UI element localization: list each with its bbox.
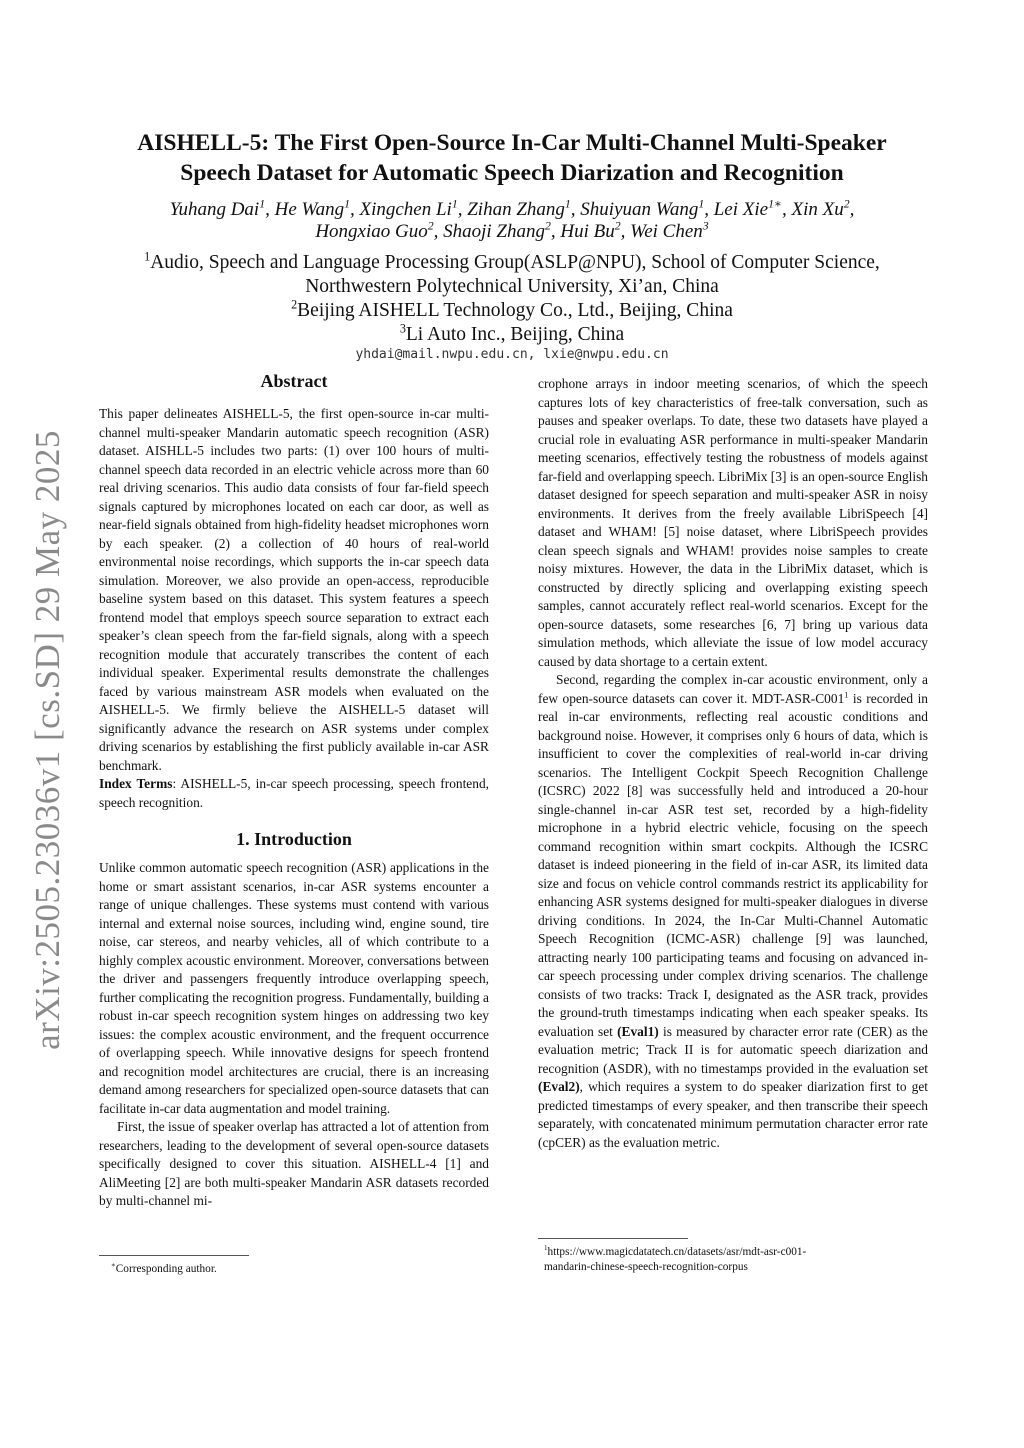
corresponding-author-footnote: ∗Corresponding author. <box>111 1261 217 1275</box>
intro-paragraph-2-continued: crophone arrays in indoor meeting scenarios, of which the speech captures lots of key characteristics of free-talk conversation, such as pauses and speaker overlaps. To date, these two datasets have played a crucial role in evaluating ASR performance in multi-speaker Mandarin meeting scenarios, effectively testing the robustness of models against far-field and overlapping speech. LibriMix [3] is an open-source English dataset designed for speech separation and multi-speaker ASR in noisy environments. It derives from the freely available LibriSpeech [4] dataset and WHAM! [5] noise dataset, where LibriSpeech provides clean speech signals and WHAM! provides noise samples to create noisy mixtures. However, the data in the LibriMix dataset, which is constructed by directly splicing and overlapping existing speech samples, cannot accurately reflect real-world scenarios. Except for the open-source datasets, some researches [6, 7] bring up various data simulation methods, which alleviate the issue of low model accuracy caused by data shortage to a certain extent. <box>538 376 928 669</box>
affiliation-2: $^2$Beijing AISHELL Technology Co., Ltd., Beijing, China <box>291 297 733 321</box>
index-terms: Index Terms: AISHELL-5, in-car speech processing, speech frontend, speech recognition. <box>99 776 489 810</box>
footnote-ref: 1 <box>844 690 849 700</box>
author: Wei Chen$^3$ <box>630 219 709 242</box>
author: Yuhang Dai$^1$ <box>169 197 266 220</box>
abstract-heading: Abstract <box>260 371 328 391</box>
author: Xin Xu$^2$ <box>791 197 850 220</box>
affiliation-3: $^3$Li Auto Inc., Beijing, China <box>399 321 625 345</box>
author: Zihan Zhang$^1$ <box>467 197 571 220</box>
arxiv-sidebar <box>26 420 70 1060</box>
affiliation-1: $^1$Audio, Speech and Language Processing Group(ASLP@NPU), School of Computer Science, <box>144 249 880 273</box>
url-footnote: $^1$https://www.magicdatatech.cn/datasets/asr/mdt-asr-c001- mandarin-chinese-speech-recognition-corpus <box>544 1244 807 1273</box>
author: Shaoji Zhang$^2$ <box>443 219 551 242</box>
affiliation-1-line-2: Northwestern Polytechnical University, Xi’an, China <box>305 276 719 297</box>
author-list: Yuhang Dai$^1$, He Wang$^1$, Xingchen Li$^1$, Zihan Zhang$^1$, Shuiyuan Wang$^1$, Lei Xie$^{1∗}$, Xin Xu$^2$, Hongxiao Guo$^2$, Shaoji Zhang$^2$, Hui Bu$^2$, Wei Chen$^3$ <box>169 197 855 242</box>
footnote-rule <box>538 1238 688 1239</box>
author: Xingchen Li$^1$ <box>359 197 458 220</box>
left-footnotes <box>99 1255 489 1277</box>
footnote-rule <box>99 1255 249 1256</box>
author: Lei Xie$^{1∗}$ <box>713 197 782 220</box>
author: Hongxiao Guo$^2$ <box>315 219 434 242</box>
right-column <box>538 375 928 1152</box>
right-footnotes <box>538 1238 928 1275</box>
author: Shuiyuan Wang$^1$ <box>580 197 705 220</box>
introduction-heading: 1. Introduction <box>236 829 352 849</box>
arxiv-identifier: arXiv:2505.23036v1 [cs.SD] 29 May 2025 <box>28 430 67 1050</box>
abstract-text: This paper delineates AISHELL-5, the first open-source in-car multi-channel multi-speaker Mandarin automatic speech recognition (ASR) dataset. AISHLL-5 includes two parts: (1) over 100 hours of multi-channel speech data recorded in an electric vehicle across more than 60 real driving scenarios. This audio data consists of four far-field speech signals captured by microphones located on each car door, as well as near-field signals obtained from high-fidelity headset microphones worn by each speaker. (2) a collection of 40 hours of real-world environmental noise recordings, which supports the in-car speech data simulation. Moreover, we also provide an open-access, reproducible baseline system based on this dataset. This system features a speech frontend model that employs speech source separation to extract each speaker’s clean speech from the far-field signals, along with a speech recognition module that accurately transcribes the content of each individual speaker. Experimental results demonstrate the challenges faced by various mainstream ASR models when evaluated on the AISHELL-5. We firmly believe the AISHELL-5 dataset will significantly advance the research on ASR systems under complex driving scenarios by establishing the first publicly available in-car ASR benchmark. <box>99 406 489 773</box>
author-emails: yhdai@mail.nwpu.edu.cn, lxie@nwpu.edu.cn <box>355 347 669 362</box>
paper-title <box>100 128 924 188</box>
title-line-1: AISHELL-5: The First Open-Source In-Car Multi-Channel Multi-Speaker <box>137 130 887 156</box>
left-column <box>99 370 489 1211</box>
affiliations <box>100 251 924 347</box>
author: He Wang$^1$ <box>274 197 350 220</box>
intro-paragraph-2: First, the issue of speaker overlap has attracted a lot of attention from researchers, leading to the development of several open-source datasets specifically designed to cover this situation. AISHELL-4 [1] and AliMeeting [2] are both multi-speaker Mandarin ASR datasets recorded by multi-channel mi- <box>99 1119 489 1208</box>
intro-paragraph-1: Unlike common automatic speech recognition (ASR) applications in the home or smart assistant scenarios, in-car ASR systems encounter a range of unique challenges. These systems must contend with various internal and external noise sources, including wind, engine sound, tire noise, car stereos, and nearby vehicles, all of which contribute to a highly complex acoustic environment. Moreover, conversations between the driver and passengers frequently introduce overlapping speech, further complicating the recognition progress. Fundamentally, building a robust in-car speech recognition system hinges on addressing two key issues: the complex acoustic environment, and the frequent occurrence of overlapping speech. While innovative designs for speech frontend and recognition model architectures are crucial, there is an increasing demand among researchers for specialized open-source datasets that can facilitate in-car data augmentation and model training. <box>99 860 489 1116</box>
author: Hui Bu$^2$ <box>560 219 621 242</box>
intro-paragraph-3: Second, regarding the complex in-car acoustic environment, only a few open-source datasets can cover it. MDT-$ASR-C001^1$ is recorded in real in-car environments, reflecting real acoustic conditions and background noise. However, it comprises only 6 hours of data, which is insufficient to cover the complexities of real-world in-car driving scenarios. The Intelligent Cockpit Speech Recognition Challenge (ICSRC) 2022 [8] was successfully held and introduced a 20-hour single-channel in-car ASR test set, recorded by a high-fidelity microphone in a hybrid electric vehicle, focusing on the speech command recognition within smart cockpits. Although the ICSRC dataset is indeed pioneering in the field of in-car ASR, its limited data size and focus on vehicle control commands restrict its applicability for enhancing ASR systems designed for multi-speaker dialogues in diverse driving conditions. In 2024, the In-Car Multi-Channel Automatic Speech Recognition (ICMC-ASR) challenge [9] was launched, attracting nearly 100 participating teams and focusing on advanced in-car speech processing under complex driving scenarios. The challenge consists of two tracks: Track I, designated as the ASR track, provides the ground-truth timestamps indicating when each speaker speaks. Its evaluation set (Eval1) is measured by character error rate (CER) as the evaluation metric; Track II is for automatic speech diarization and recognition (ASDR), with no timestamps provided in the evaluation set (Eval2), which requires a system to do speaker diarization first to get predicted timestamps of every speaker, and then transcribe their speech separately, with concatenated minimum permutation character error rate (cpCER) as the evaluation metric. <box>538 672 928 1150</box>
title-line-2: Speech Dataset for Automatic Speech Diarization and Recognition <box>180 160 844 186</box>
